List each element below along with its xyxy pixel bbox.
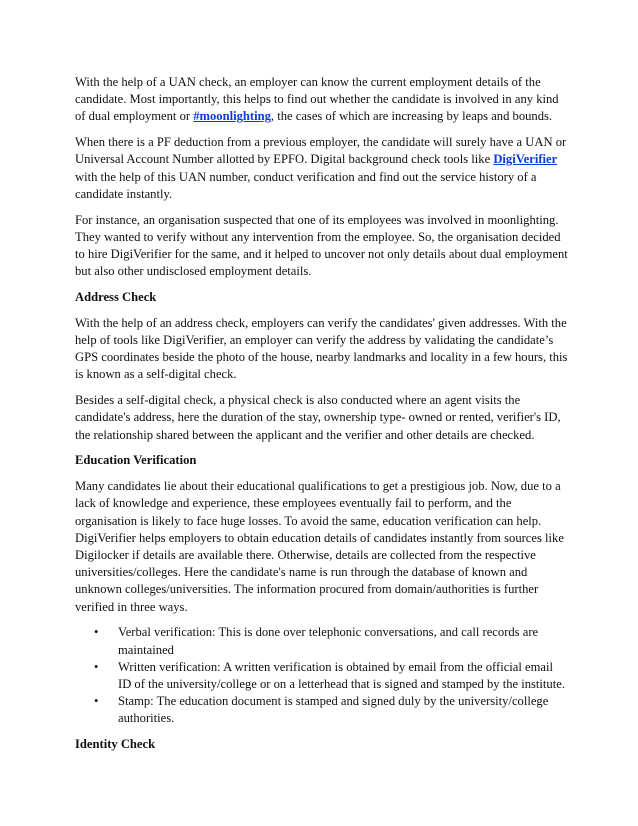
list-item: • Stamp: The education document is stamped and signed duly by the university/college authorities. [94, 694, 549, 726]
paragraph-address-check: With the help of an address check, employers can verify the candidates' given addresses. With the help of tools like DigiVerifier, an employer can verify the address by validating the candidate’s GPS coordinates beside the photo of the house, nearby landmarks and locality in a few hours, this is known as a self-digital check. [75, 315, 568, 382]
paragraph-moonlighting-example: For instance, an organisation suspected that one of its employees was involved in moonlighting. They wanted to verify without any intervention from the employee. So, the organisation decided to hire DigiVerifier for the same, and it helped to uncover not only details about dual employment but also other undisclosed employment details. [75, 212, 568, 279]
moonlighting-hashtag-link[interactable]: #moonlighting [193, 109, 271, 124]
heading-education-verification: Education Verification [75, 453, 197, 468]
digiverifier-link[interactable]: DigiVerifier [493, 152, 558, 167]
heading-address-check: Address Check [75, 290, 157, 305]
paragraph-pf-deduction: When there is a PF deduction from a previous employer, the candidate will surely have a UAN or Universal Account Number allotted by EPFO. Digital background check tools like DigiVerifier with the help of this UAN number, conduct verification and find out the service history of a candidate instantly. [75, 135, 567, 201]
paragraph-education-verification: Many candidates lie about their educational qualifications to get a prestigious job. Now, due to a lack of knowledge and experience, these employees eventually fail to perform, and the organisation is likely to face huge losses. To avoid the same, education verification can help. DigiVerifier helps employers to obtain education details of candidates instantly from sources like Digilocker if details are available there. Otherwise, details are collected from the respective universities/colleges. Here the candidate's name is run through the database of known and unknown colleges/universities. The information procured from domain/authorities is further verified in three ways. [75, 479, 564, 614]
verification-methods-list [75, 624, 568, 727]
paragraph-uan-check: With the help of a UAN check, an employer can know the current employment details of the candidate. Most importantly, this helps to find out whether the candidate is involved in any kind of dual employment or #moonlighting, the cases of which are increasing by leaps and bounds. [75, 75, 559, 124]
list-item: • Written verification: A written verification is obtained by email from the official email ID of the university/college or on a letterhead that is signed and stamped by the institute. [94, 659, 565, 692]
bullet-icon: • [94, 694, 99, 709]
heading-identity-check: Identity Check [75, 737, 156, 752]
bullet-icon: • [94, 659, 99, 674]
paragraph-physical-check: Besides a self-digital check, a physical check is also conducted where an agent visits the candidate's address, here the duration of the stay, ownership type- owned or rented, verifier's ID, the relationship shared between the applicant and the verifier and other details are checked. [75, 393, 561, 442]
bullet-icon: • [94, 625, 99, 640]
list-item: • Verbal verification: This is done over telephonic conversations, and call records are maintained [94, 625, 539, 657]
